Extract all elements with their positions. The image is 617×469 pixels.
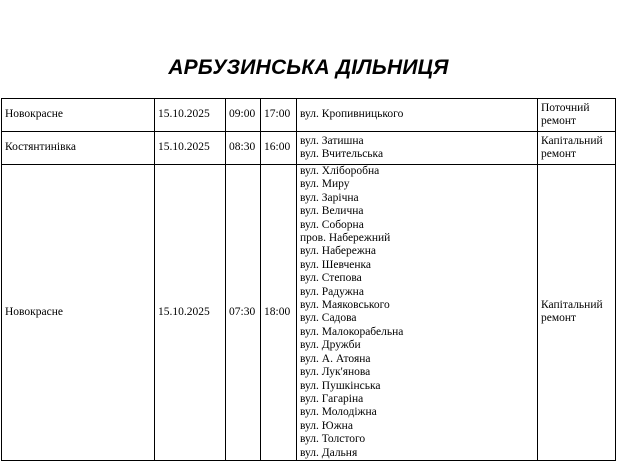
- work-type-line: ремонт: [541, 115, 577, 127]
- outage-schedule-table: [1, 98, 616, 461]
- street-item: вул. Хліборобна: [300, 165, 380, 177]
- date-cell: 15.10.2025: [155, 132, 226, 165]
- end-time-cell: 17:00: [261, 99, 297, 132]
- street-item: вул. Дружби: [300, 339, 361, 352]
- street-item: вул. Толстого: [300, 433, 366, 446]
- date-cell: 15.10.2025: [155, 99, 226, 132]
- streets-cell: [297, 132, 538, 165]
- street-item: вул. Маяковського: [300, 299, 390, 312]
- start-time-cell: 09:00: [226, 99, 261, 132]
- work-type-line: Поточний: [541, 101, 590, 114]
- table-row: [2, 165, 616, 461]
- street-item: вул. Велична: [300, 205, 364, 218]
- street-item: вул. А. Атояна: [300, 352, 371, 365]
- street-item: вул. Пушкінська: [300, 379, 381, 392]
- street-item: вул. Миру: [300, 178, 350, 191]
- table-row: [2, 132, 616, 165]
- street-item: пров. Набережний: [300, 232, 391, 245]
- street-item: вул. Молодіжна: [300, 406, 377, 419]
- street-item: вул. Кропивницького: [300, 108, 404, 121]
- street-item: вул. Лук'янова: [300, 366, 371, 379]
- settlement-cell: Новокрасне: [2, 165, 155, 461]
- end-time-cell: 16:00: [261, 132, 297, 165]
- street-item: вул. Южна: [300, 419, 353, 432]
- start-time-cell: 07:30: [226, 165, 261, 461]
- work-type-line: Капітальний: [541, 299, 603, 312]
- date-cell: 15.10.2025: [155, 165, 226, 461]
- settlement-cell: Костянтинівка: [2, 132, 155, 165]
- work-type-cell: [538, 99, 616, 132]
- street-item: вул. Садова: [300, 312, 357, 325]
- street-item: вул. Степова: [300, 272, 362, 285]
- street-item: вул. Соборна: [300, 218, 364, 231]
- table-row: [2, 99, 616, 132]
- street-item: вул. Набережна: [300, 245, 377, 258]
- work-type-line: Капітальний: [541, 134, 603, 147]
- page-title: АРБУЗИНСЬКА ДІЛЬНИЦЯ: [168, 56, 449, 79]
- streets-cell: [297, 99, 538, 132]
- streets-cell: [297, 165, 538, 461]
- work-type-line: ремонт: [541, 312, 577, 325]
- street-item: вул. Затишна: [300, 134, 364, 147]
- street-item: вул. Малокорабельна: [300, 325, 404, 338]
- street-item: вул. Гагаріна: [300, 392, 364, 405]
- work-type-cell: [538, 132, 616, 165]
- street-item: вул. Радужна: [300, 285, 364, 298]
- street-item: вул. Шевченка: [300, 258, 372, 271]
- work-type-line: ремонт: [541, 148, 577, 160]
- start-time-cell: 08:30: [226, 132, 261, 165]
- work-type-cell: [538, 165, 616, 461]
- settlement-cell: Новокрасне: [2, 99, 155, 132]
- end-time-cell: 18:00: [261, 165, 297, 461]
- street-item: вул. Зарічна: [300, 191, 359, 204]
- street-item: вул. Вчительська: [300, 148, 384, 160]
- street-item: вул. Дальня: [300, 446, 358, 459]
